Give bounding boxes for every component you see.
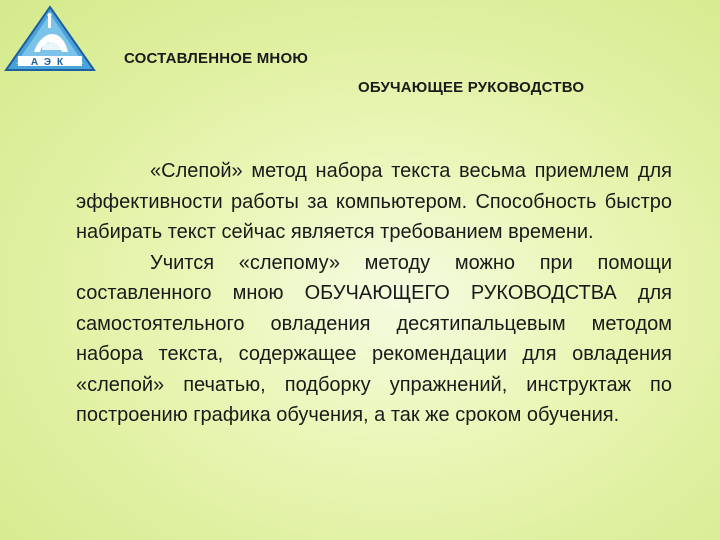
heading-line-2: ОБУЧАЮЩЕЕ РУКОВОДСТВО [358, 79, 585, 96]
paragraph-2: Учится «слепому» методу можно при помощи составленного мною ОБУЧАЮЩЕГО РУКОВОДСТВА для самостоятельного овладения десятипальцевым методом набора текста, содержащее рекомендации для овладения «слепой» печатью, подборку упражнений, инструктаж по построению графика обучения, а так же сроком обучения. [76, 251, 672, 426]
body-text [76, 156, 672, 431]
heading-line-1: СОСТАВЛЕННОЕ МНОЮ [124, 50, 308, 67]
logo-letters: АЭК [30, 57, 70, 68]
paragraph-1: «Слепой» метод набора текста весьма приемлем для эффективности работы за компьютером. Способность быстро набирать текст сейчас является требованием времени. [76, 160, 672, 243]
aek-logo [4, 4, 112, 72]
